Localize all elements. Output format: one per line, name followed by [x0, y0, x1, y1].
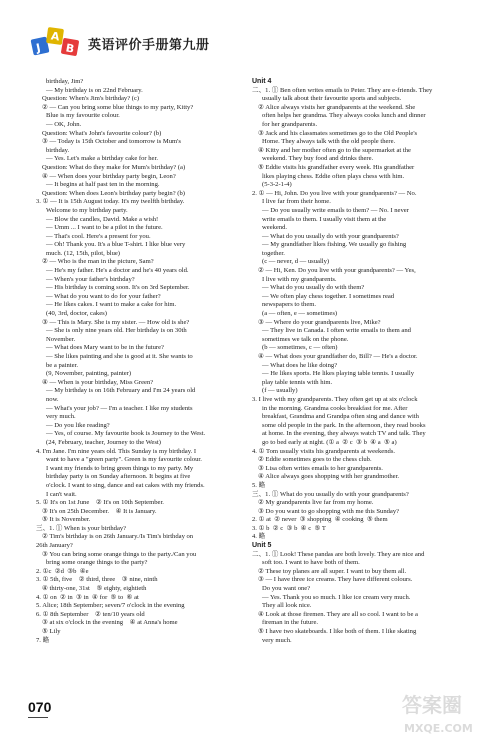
page-number-rule [28, 717, 48, 718]
right-answer-line: 二、1. ① Look! These pandas are both lovely. They are nice and [252, 550, 425, 558]
left-answer-line: — My birthday is on 22nd February. [46, 86, 143, 94]
right-answer-line: (a — often, e — sometimes) [262, 310, 338, 318]
left-answer-line: birthday. [46, 146, 70, 154]
left-answer-line: November. [46, 335, 76, 343]
left-answer-line: — He's my father. He's a doctor and he's 40 years old. [46, 267, 189, 275]
left-answer-line: Question: What's John's favourite colour? (b) [42, 129, 162, 137]
left-answer-line: bring some orange things to the party? [46, 559, 148, 567]
right-answer-line: (b — sometimes, c — often) [262, 344, 338, 352]
left-answer-line: — What does Mary want to be in the future? [46, 344, 164, 352]
left-answer-line: birthday party is on Sunday afternoon. It begins at five [46, 473, 191, 481]
right-answer-line: — He likes sports. He likes playing table tennis. I usually [262, 370, 414, 378]
left-answer-line: — My birthday is on 16th February and I'm 24 years old [46, 387, 196, 395]
right-answer-line: 4. ① Tom usually visits his grandparents at weekends. [252, 447, 396, 455]
left-answer-line: birthday, Jim? [46, 78, 84, 85]
right-answer-line: write emails to them. I usually visit them at the [262, 215, 387, 223]
left-answer-line: — What do you want to do for your father? [46, 292, 161, 300]
right-answer-line: breakfast, Grandma and Grandpa often sing and dance with [262, 413, 419, 421]
right-answer-line: soft too. I want to have both of them. [262, 559, 360, 567]
right-answer-line: ② — Hi, Ken. Do you live with your grandparents? — Yes, [258, 267, 416, 275]
right-answer-line: — What do you usually do with your grandparents? [262, 232, 399, 240]
left-answer-line: — His birthday is coming soon. It's on 3rd September. [46, 284, 190, 292]
logo-letter-2: A [50, 29, 61, 44]
right-answer-line: I live far from their home. [262, 198, 331, 206]
right-answer-line: weekend. They buy food and drinks there. [262, 155, 374, 163]
left-answer-line: — Blow the candles, David. Make a wish! [46, 215, 159, 223]
left-answer-line: — What's your job? — I'm a teacher. I like my students [46, 404, 193, 412]
right-answer-line: — Yes. Thank you so much. I like ice cream very much. [262, 593, 411, 601]
left-answer-line: I want my friends to bring green things to my party. My [46, 464, 194, 472]
left-answer-line: Welcome to my birthday party. [46, 206, 128, 214]
left-answer-line: very much. [46, 413, 76, 421]
logo-letter-1: J [35, 41, 42, 55]
logo-letter-3: B [64, 41, 76, 56]
left-answer-line: — It begins at half past ten in the morning. [46, 181, 160, 189]
left-answer-line: ③ It's on 25th December. ④ It is January. [42, 507, 157, 515]
left-answer-line: — She is only nine years old. Her birthday is on 30th [46, 327, 187, 335]
page-header [0, 0, 479, 70]
left-answer-line: 7. 略 [36, 636, 50, 644]
left-answer-line: 2. ①c ②d ③b ④e [36, 567, 89, 575]
right-answer-line: ③ Lisa often writes emails to her grandparents. [258, 464, 383, 472]
left-answer-line: ④ — When does your birthday party begin, Leon? [42, 172, 176, 180]
right-answer-line: usually talk about their favourite sports and subjects. [262, 95, 402, 103]
left-answer-line: ② Tim's birthday is on 26th January./Is Tim's birthday on [42, 533, 194, 541]
left-answer-line: ② — Who is the man in the picture, Sam? [42, 258, 154, 266]
left-answer-line: now. [46, 395, 59, 403]
right-answer-line: 二、1. ① Ben often writes emails to Peter. They are e-friends. They [252, 86, 433, 94]
left-answer-line: 5. Alice; 18th September; seven/7 o'clock in the evening [36, 602, 185, 610]
right-answer-line: 2. ① — Hi, John. Do you live with your grandparents? — No. [252, 189, 417, 197]
right-answer-line: (5-3-2-1-4) [262, 181, 292, 189]
right-answer-line: 2. ① at ② never ③ shopping ④ cooking ⑤ them [252, 516, 388, 524]
right-answer-line: for her grandparents. [262, 120, 318, 128]
right-answer-line: 4. 略 [252, 533, 266, 541]
right-answer-line: fireman in the future. [262, 619, 319, 627]
right-answer-line: 3. ① b ② c ③ b ④ c ⑤ T [252, 524, 326, 532]
left-answer-line: ③ — Today is 15th October and tomorrow is Mum's [42, 138, 181, 146]
left-answer-line: — Do you like reading? [46, 421, 110, 429]
left-answer-line: want to have a "green party". Green is my favourite colour. [46, 456, 202, 464]
right-answer-line: very much. [262, 636, 292, 644]
right-answer-line: Home. They always talk with the old people there. [262, 138, 396, 146]
left-answer-line: Question: When does Leon's birthday party begin? (b) [42, 189, 185, 197]
right-answer-line: 三、1. ① What do you usually do with your grandparents? [252, 490, 409, 498]
right-answer-line: ④ Alice always goes shopping with her grandmother. [258, 473, 400, 481]
right-answer-line: ② My grandparents live far from my home. [258, 499, 374, 507]
right-answer-line: often helps her grandma. They always cooks lunch and dinner [262, 112, 426, 120]
left-answer-line: — Yes, of course. My favourite book is Journey to the West. [46, 430, 206, 438]
right-answer-line: ③ — Where do your grandparents live, Mike? [258, 318, 381, 326]
right-answer-line: Unit 5 [252, 542, 272, 550]
right-answer-line: (c — never, d — usually) [262, 258, 330, 266]
right-answer-line: in the morning. Grandma cooks breakfast for me. After [262, 404, 408, 412]
right-answer-line: ② Alice always visits her grandparents at the weekend. She [258, 103, 416, 111]
left-answer-line: 3. ① — It is 15th August today. It's my twelfth birthday. [36, 198, 185, 206]
left-answer-line: — She likes painting and she is good at it. She wants to [46, 353, 193, 360]
right-answer-line: likes playing chess. Eddie often plays chess with him. [262, 172, 405, 180]
right-answer-line: — What do you usually do with them? [262, 284, 365, 292]
left-answer-line: — OK, John. [46, 120, 82, 128]
left-answer-line: (40, 3rd, doctor, cakes) [46, 310, 107, 318]
left-answer-line: Question: What do they make for Mum's birthday? (a) [42, 163, 186, 171]
right-answer-line: ③ Do you want to go shopping with me this Sunday? [258, 507, 400, 515]
left-answer-line: ④ thirty-one, 31st ⑤ eighty, eightieth [42, 585, 147, 593]
right-answer-line: 5. 略 [252, 481, 266, 489]
right-answer-line: at home. In the evening, they always watch TV and talk. They [262, 430, 426, 438]
left-answer-line: (9, November, painting, painter) [46, 370, 132, 378]
right-answer-line: I live with my grandparents. [262, 275, 337, 283]
right-answer-line: — Do you usually write emails to them? — No. I never [262, 206, 409, 214]
right-answer-line: 3. I live with my grandparents. They often get up at six o'clock [252, 395, 418, 403]
right-answer-line: newspapers to them. [262, 301, 317, 309]
left-answer-line: 5. ① It's on 1st June ② It's on 10th September. [36, 499, 164, 507]
right-answer-line: ⑤ I have two skateboards. I like both of them. I like skating [258, 628, 417, 635]
left-answer-line: 4. I'm Jane. I'm nine years old. This Sunday is my birthday. I [36, 447, 197, 455]
left-answer-line: 三、1. ① When is your birthday? [36, 524, 127, 532]
right-answer-line: play table tennis with him. [262, 378, 333, 386]
left-answer-line: 3. ① 5th, five ② third, three ③ nine, ninth [36, 576, 158, 584]
left-answer-line: — That's cool. Here's a present for you. [46, 232, 151, 240]
left-answer-line: 4. ① on ② in ③ in ④ for ⑤ to ⑥ at [36, 593, 139, 601]
left-answer-line: 6. ① 8th September ② ten/10 years old [36, 610, 145, 618]
left-answer-line: o'clock. I want to sing, dance and eat cakes with my friends. [46, 481, 205, 489]
right-answer-line: weekend. [262, 224, 288, 232]
right-answer-line: Unit 4 [252, 78, 272, 85]
right-answer-line: — My grandfather likes fishing. We usually go fishing [262, 241, 407, 249]
right-answer-line: ④ Kitty and her mother often go to the supermarket at the [258, 146, 411, 154]
left-answer-line: Question: When's Jim's birthday? (c) [42, 95, 140, 103]
abc-blocks-logo [30, 24, 80, 60]
watermark-top-text: 答案圈 [402, 693, 462, 717]
right-answer-line: some old people in the park. In the afternoon, they read books [262, 421, 426, 429]
right-answer-line: ③ Jack and his classmates sometimes go to the Old People's [258, 129, 418, 137]
right-answer-line: (f — usually) [262, 387, 298, 395]
page-number: 070 [28, 699, 52, 715]
right-answer-line: ⑤ Eddie visits his grandfather every week. His grandfather [258, 163, 415, 171]
left-answer-line: — Yes. Let's make a birthday cake for her. [46, 155, 158, 163]
watermark-logo [398, 682, 474, 742]
right-answer-line: ② These toy planes are all super. I want to buy them all. [258, 567, 407, 575]
left-answer-column [36, 78, 241, 645]
left-answer-line: ③ at six o'clock in the evening ④ at Anna's home [42, 619, 178, 627]
left-answer-line: ③ You can bring some orange things to the party./Can you [42, 550, 197, 558]
left-answer-line: be a painter. [46, 361, 79, 369]
left-answer-line: I can't wait. [46, 490, 77, 498]
right-answer-line: ④ — What does your grandfather do, Bill? — He's a doctor. [258, 353, 418, 360]
left-answer-line: much. (12, 15th, pilot, blue) [46, 249, 120, 257]
watermark-bottom-text: MXQE.COM [404, 722, 473, 735]
left-answer-line: ⑤ It is November. [42, 516, 91, 524]
left-answer-line: — Oh! Thank you. It's a blue T-shirt. I like blue very [46, 241, 186, 249]
right-answer-line: — What does he like doing? [262, 361, 338, 369]
left-answer-line: ② — Can you bring some blue things to my party, Kitty? [42, 103, 194, 111]
right-answer-line: ③ — I have three ice creams. They have different colours. [258, 576, 413, 584]
left-answer-line: ⑤ Lily [42, 628, 61, 635]
right-answer-line: — We often play chess together. I sometimes read [262, 292, 395, 300]
left-answer-line: ③ — This is Mary. She is my sister. — How old is she? [42, 318, 190, 326]
right-answer-line: — They live in Canada. I often write emails to them and [262, 327, 411, 335]
left-answer-line: Blue is my favourite colour. [46, 112, 120, 120]
left-answer-line: — When's your father's birthday? [46, 275, 135, 283]
left-answer-line: — He likes cakes. I want to make a cake for him. [46, 301, 177, 309]
right-answer-line: Do you want one? [262, 585, 311, 593]
right-answer-line: go to bed early at night. (① a ② c ③ b ④ a ⑤ a) [262, 438, 397, 446]
right-answer-line: ② Eddie sometimes goes to the chess club. [258, 456, 372, 464]
book-title: 英语评价手册第九册 [88, 38, 210, 53]
right-answer-line: together. [262, 249, 285, 257]
right-answer-line: They all look nice. [262, 602, 312, 610]
left-answer-line: — Umm ... I want to be a pilot in the future. [46, 224, 163, 232]
left-answer-line: 26th January? [36, 542, 73, 550]
right-answer-line: sometimes we talk on the phone. [262, 335, 349, 343]
right-answer-line: ④ Look at those firemen. They are all so cool. I want to be a [258, 610, 418, 618]
right-answer-column [252, 78, 464, 645]
left-answer-line: ④ — When is your birthday, Miss Green? [42, 378, 154, 386]
left-answer-line: (24, February, teacher, Journey to the West) [46, 438, 161, 446]
